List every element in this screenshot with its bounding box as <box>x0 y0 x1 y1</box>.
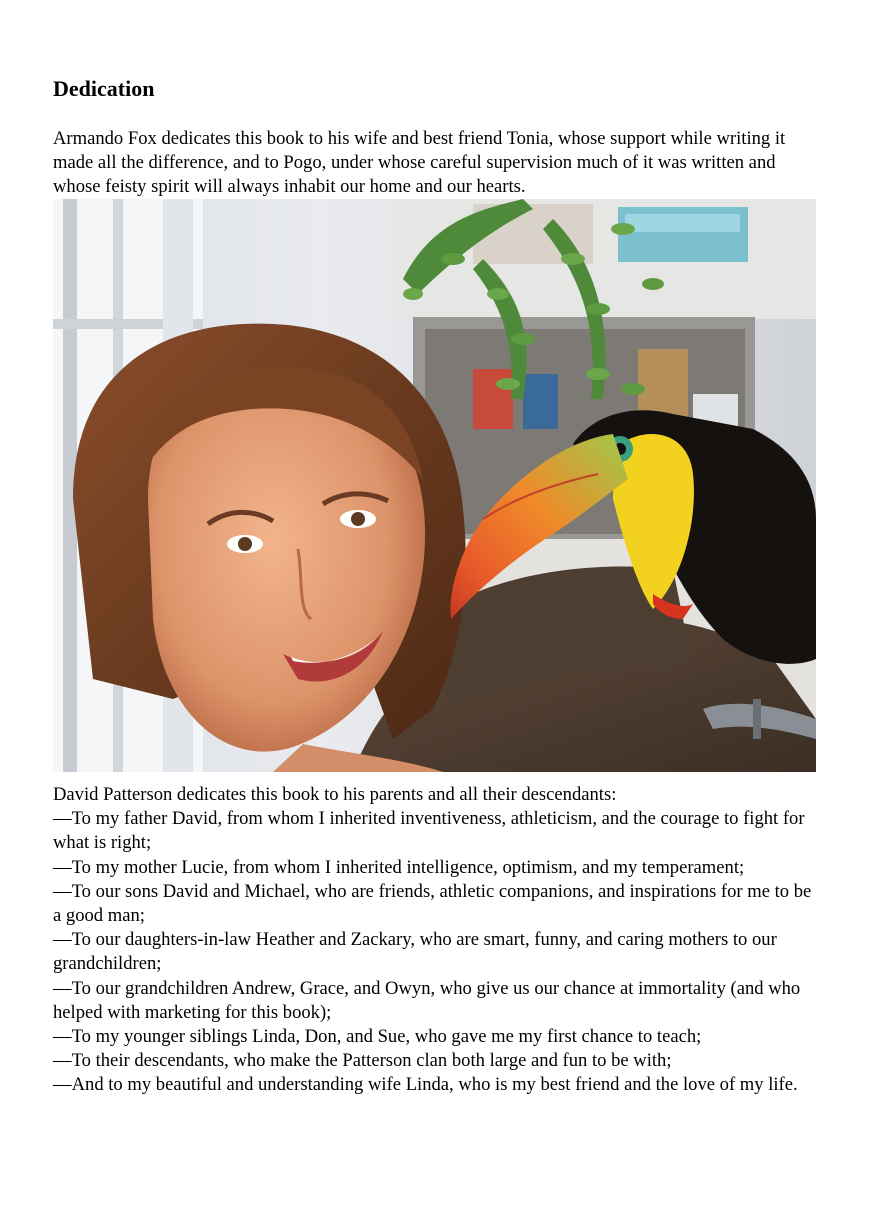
patterson-intro: David Patterson dedicates this book to his parents and all their descendants: <box>53 784 617 805</box>
woman-with-toucan-photo <box>53 199 816 772</box>
dedication-line: —To my father David, from whom I inherited inventiveness, athleticism, and the courage to fight for what is right; <box>53 808 805 854</box>
dedication-line: —To their descendants, who make the Patterson clan both large and fun to be with; <box>53 1050 672 1072</box>
page-title: Dedication <box>53 76 155 101</box>
dedication-line: —To our daughters-in-law Heather and Zackary, who are smart, funny, and caring mothers to our grandchildren; <box>53 929 777 975</box>
dedication-line: —To our sons David and Michael, who are friends, athletic companions, and inspirations for me to be a good man; <box>53 880 812 927</box>
dedication-line: —And to my beautiful and understanding wife Linda, who is my best friend and the love of my life. <box>53 1074 798 1096</box>
dedication-line: —To our grandchildren Andrew, Grace, and Owyn, who give us our chance at immortality (and who helped with marketing for this book); <box>53 977 801 1023</box>
patterson-dedication <box>53 783 823 1098</box>
dedication-line: —To my mother Lucie, from whom I inherited intelligence, optimism, and my temperament; <box>53 856 745 878</box>
dedication-line: —To my younger siblings Linda, Don, and Sue, who gave me my first chance to teach; <box>53 1026 702 1048</box>
fox-dedication-paragraph: Armando Fox dedicates this book to his wife and best friend Tonia, whose support while writing it made all the difference, and to Pogo, under whose careful supervision much of it was written and whose feisty spirit will always inhabit our home and our hearts. <box>53 128 786 198</box>
